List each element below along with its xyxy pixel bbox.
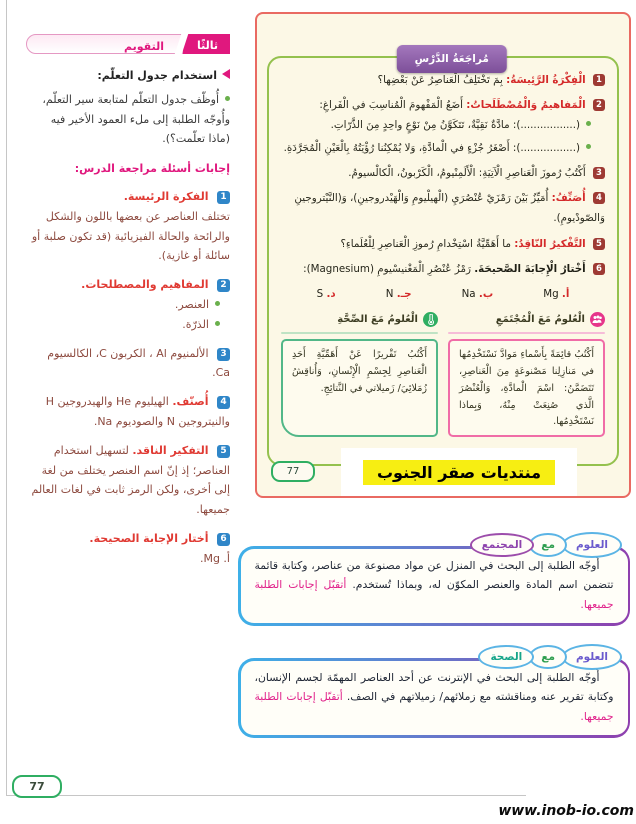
triangle-bullet-icon [222, 69, 230, 79]
panel-page-number: 77 [271, 461, 315, 482]
bullet-dot-icon [225, 96, 230, 101]
item-number-badge: 1 [217, 191, 230, 204]
option-d: د. S [316, 287, 336, 300]
thermometer-icon [423, 312, 438, 327]
lesson-review-badge: مُراجَعَةُ الدَّرْسِ [397, 45, 507, 73]
community-task-text: أُوجّه الطلبة إلى البحث في المنزل عن مواد مصنوعة من عناصر، وكتابة قائمة تتضمن اسم المادة والعنصر المكوّن له، وبماذا تُستخدم. أتقبّل إجابات الطلبة جميعها. [241, 549, 628, 624]
answers-heading: إجابات أسئلة مراجعة الدرس: [74, 162, 230, 176]
science-links-row [281, 310, 605, 438]
bubble-word: العلوم [562, 532, 622, 558]
page-edge-line [6, 795, 526, 796]
science-health-column [281, 310, 438, 438]
review-item-6: 6 أَخْتارُ الْإِجابَةَ الصَّحيحَةَ. رَمْزُ عُنْصُرِ الْمَغْنيسْيومِ (Magnesium): [281, 259, 605, 279]
answer-item-3: 3 الألمنيوم Al ، الكربون C، الكالسيوم Ca. [47, 346, 230, 380]
banner-third-label: ثالثًا [183, 34, 230, 54]
item-number-badge: 5 [593, 238, 605, 250]
science-community-column [448, 310, 605, 438]
item-number-badge: 3 [217, 348, 230, 361]
option-c: جـ. N [385, 287, 412, 300]
item-number-badge: 6 [593, 263, 605, 275]
assessment-banner [26, 34, 230, 54]
option-b: ب. Na [461, 287, 494, 300]
answer-bullet: الذرّة. [26, 315, 220, 335]
science-community-box [238, 539, 630, 626]
review-item-1: 1 الْفِكْرَةُ الرَّئِيسَةُ: بِمَ تَخْتَلِفُ الْعَناصِرُ عَنْ بَعْضِها؟ [281, 70, 605, 90]
site-watermark: www.inob-io.com [498, 803, 634, 819]
forum-stamp-strip [341, 448, 577, 496]
community-bubbles [475, 532, 622, 558]
header-underline [448, 332, 605, 334]
accept-answers-note: أتقبّل إجابات الطلبة جميعها. [254, 578, 614, 612]
health-task-box: أَكْتُبُ تَقْريرًا عَنْ أَهَمِّيَّةِ أَحَدِ الْعَناصِرِ لِجِسْمِ الْإِنْسانِ، وَأُناقِشُ زُمَلائِيَ/ زَميلاتي في النَّتائِجِ. [281, 339, 438, 437]
learning-table-heading: استخدام جدول التعلّم: [26, 66, 230, 86]
page-number: 77 [12, 775, 62, 798]
student-book-panel [255, 12, 631, 498]
people-icon [590, 312, 605, 327]
bubble-word: المجتمع [470, 533, 535, 557]
teacher-sidebar [26, 34, 230, 578]
item-number-badge: 4 [593, 192, 605, 204]
lesson-review-panel [267, 53, 619, 466]
bullet-dot-icon [215, 321, 220, 326]
learning-table-note: أُوظّف جدول التعلّم لمتابعة سير التعلّم، وأُوجّه الطلبة إلى ملء العمود الأخير فيه (ماذا تعلّمت؟). [42, 92, 230, 146]
accept-answers-note: أتقبّل إجابات الطلبة جميعها. [254, 690, 614, 724]
item-number-badge: 3 [593, 167, 605, 179]
answer-item-5: 5 التفكير الناقد. لتسهيل استخدام العناصر؛ إذ إنّ اسم العنصر يختلف من لغة إلى أخرى، ولكن الرمز ثابت في لغات العالم جميعها. [31, 443, 230, 517]
answer-item-6: 6 أختار الإجابة الصحيحة. أ. Mg. [89, 531, 230, 565]
item-number-badge: 4 [217, 396, 230, 409]
bubble-word: الصحة [478, 645, 534, 669]
answer-item-2: 2 المفاهيم والمصطلحات. العنصر. الذرّة. [26, 275, 230, 334]
review-item-5: 5 التَّفْكيرُ النّاقِدُ: ما أَهَمِّيَّةُ اسْتِخْدامِ رُموزِ الْعَناصِرِ لِلْعُلَماءِ؟ [281, 234, 605, 254]
forum-stamp: منتديات صقر الجنوب [363, 460, 555, 485]
item-number-badge: 2 [217, 279, 230, 292]
header-underline [281, 332, 438, 334]
bubble-word: العلوم [562, 644, 622, 670]
science-health-box [238, 651, 630, 738]
item-number-badge: 2 [593, 99, 605, 111]
science-health-header: الْعُلومُ مَعَ الصِّحَّةِ [281, 310, 438, 330]
item-number-badge: 1 [593, 74, 605, 86]
community-task-box: أَكْتُبُ قائِمَةً بِأَسْماءِ مَوادَّ نَسْتَخْدِمُها في مَنازِلِنا مَصْنوعَةٍ مِنَ الْعَناصِرِ، تَتَضَمَّنُ: اسْمَ الْمادَّةِ، وَالْعُنْصُرَ الَّذي صُنِعَتْ مِنْهُ، وَبِماذا نَسْتَخْدِمُها. [448, 339, 605, 437]
bubble-word: مع [529, 533, 567, 557]
bubble-word: مع [529, 645, 567, 669]
page-edge-line [6, 0, 7, 796]
review-item-2: 2 الْمَفاهيمُ وَالْمُصْطَلَحاتُ: أَضَعُ الْمَفْهومَ الْمُناسِبَ في الْفَراغِ: (.................): مادَّةٌ نَقِيَّةٌ، تَتَكَوَّنُ مِنْ نَوْعٍ واحِدٍ مِنَ الذَّرّاتِ. (.................): أَصْغَرُ جُزْءٍ في الْمادَّةِ، وَلا يُمْكِنُنا رُؤْيَتُهُ بِالْعَيْنِ الْمُجَرَّدَةِ. [281, 95, 605, 158]
fill-blank-line: (.................): أَصْغَرُ جُزْءٍ في الْمادَّةِ، وَلا يُمْكِنُنا رُؤْيَتُهُ بِالْعَيْنِ الْمُجَرَّدَةِ. [281, 138, 591, 158]
answer-item-4: 4 أُصنّف. الهيليوم He والهيدروجين H والنيتروجين N والصوديوم Na. [45, 395, 230, 428]
item-number-badge: 6 [217, 533, 230, 546]
health-bubbles [483, 644, 622, 670]
science-community-header: الْعُلومُ مَعَ الْمُجْتَمَعِ [448, 310, 605, 330]
review-item-3: 3 أَكْتُبُ رُموزَ الْعَناصِرِ الْآتِيَةِ: الْأَلَمِنْيومُ، الْكَرْبونُ، الْكالْسيومُ. [281, 163, 605, 183]
review-item-4: 4 أُصَنِّفُ: أُمَيِّزُ بَيْنَ رَمْزَيْ عُنْصُرَيِ (الْهيلْيومِ وَالْهَيْدروجينِ)، وَ(النَّيْتروجينِ وَالصّودْيومِ). [294, 192, 605, 225]
options-row [317, 284, 570, 304]
answer-item-1: 1 الفكرة الرئيسة. تختلف العناصر عن بعضها باللون والشكل والرائحة والحالة الفيزيائية (قد تكون صلبة أو سائلة أو غازية). [31, 189, 230, 263]
item-number-badge: 5 [217, 445, 230, 458]
answer-bullet: العنصر. [26, 295, 220, 315]
bullet-dot-icon [586, 121, 591, 126]
fill-blank-line: (.................): مادَّةٌ نَقِيَّةٌ، تَتَكَوَّنُ مِنْ نَوْعٍ واحِدٍ مِنَ الذَّرّاتِ. [281, 115, 591, 135]
bullet-dot-icon [586, 144, 591, 149]
option-a: أ. Mg [543, 287, 570, 300]
bullet-dot-icon [215, 301, 220, 306]
health-task-text: أُوجّه الطلبة إلى البحث في الإنترنت عن أحد العناصر المهمّة لجسم الإنسان، وكتابة تقرير عنه ومناقشته مع زملائهم/ زميلاتهم في الصف. أتقبّل إجابات الطلبة جميعها. [241, 661, 628, 736]
banner-title: التقويم [26, 34, 183, 54]
